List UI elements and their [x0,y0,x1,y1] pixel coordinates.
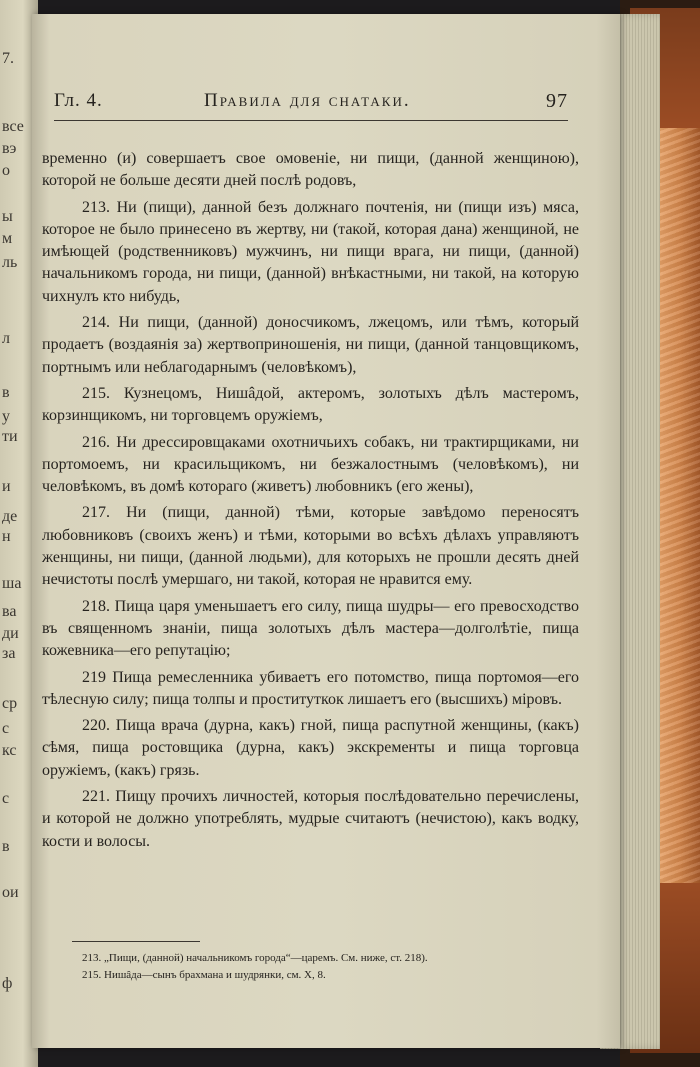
prev-page-fragment: о [2,162,10,179]
verse-216: 216. Ни дрессировщаками охотничьихъ собакъ, ни трактирщиками, ни портомоемъ, ни красильщикомъ, ни безжалостнымъ (человѣкомъ), ни человѣкомъ, въ домѣ котораго (живетъ) любовникъ (его жены), [42,433,579,496]
prev-page-fragment: ф [2,975,13,992]
prev-page-fragment: и [2,478,11,495]
footnote-rule [72,941,200,942]
prev-page-fragment: у [2,408,10,425]
footnote-213: 213. „Пищи, (данной) начальникомъ города“—царемъ. См. ниже, ст. 218). [82,952,428,964]
verse-214: 214. Ни пищи, (данной) доносчикомъ, лжецомъ, или тѣмъ, который продаетъ (воздаянія за) жертвоприношенія, ни пищи, (данной танцовщикомъ, портнымъ или неблагодарнымъ (человѣкомъ), [42,314,579,376]
prev-page-fragment: ти [2,428,18,445]
prev-page-fragment: ша [2,575,22,592]
prev-page-fragment: м [2,230,13,247]
prev-page-fragment: в [2,384,10,401]
prev-page-fragment: ы [2,208,13,225]
prev-page-fragment: н [2,528,11,545]
page-number: 97 [546,90,568,112]
verse-217: 217. Ни (пищи, данной) тѣми, которые завѣдомо переносятъ любовниковъ (своихъ женъ) и тѣми, которыми во всѣхъ дѣлахъ управляютъ женщины, ни пищи, (данной людьми), для которыхъ не прошли десять дней нечистоты послѣ умершаго, ни такой, которая не нравится ему. [42,504,579,589]
footnote-215: 215. Нишâда—сынъ брахмана и шудрянки, см. X, 8. [82,969,326,981]
prev-page-fragment: с [2,790,10,807]
verse-219: 219 Пища ремесленника убиваетъ его потомство, пища портомоя—его тѣлесную силу; пища толпы и проституткок лишаетъ его (высшихъ) міровъ. [42,668,579,708]
prev-page-fragment: ль [2,254,18,271]
prev-page-fragment: вэ [2,140,17,157]
prev-page-fragment: кс [2,742,17,759]
verse-221: 221. Пищу прочихъ личностей, которыя послѣдовательно перечислены, и которой не должно употреблять, мудрые считаютъ (нечистою), какъ водку, кости и волосы. [42,788,579,850]
prev-page-fragment: ои [2,884,19,901]
verse-218: 218. Пища царя уменьшаетъ его силу, пища шудры— его превосходство въ священномъ знаніи, пища золотыхъ дѣлъ мастера—долголѣтіе, пища кожевника—его репутацію; [42,597,579,660]
book-page [32,14,620,1048]
footnotes [82,950,582,984]
page-title: Правила для снатаки. [204,90,411,111]
prev-page-fragment: 7. [2,50,14,67]
running-head [54,90,568,120]
header-rule [54,120,568,121]
prev-page-fragment: с [2,720,10,737]
prev-page-fragment: за [2,645,16,662]
verse-215: 215. Кузнецомъ, Нишâдой, актеромъ, золотыхъ дѣлъ мастеромъ, корзинщикомъ, ни торговцемъ оружіемъ, [42,384,579,425]
prev-page-fragment: л [2,330,10,347]
prev-page-fragment: все [2,118,24,135]
body-text [42,148,579,853]
prev-page-fragment: ср [2,695,18,712]
verse-continuation: временно (и) совершаетъ свое омовеніе, ни пищи, (данной женщиною), которой не больше десяти дней послѣ родовъ, [42,150,579,190]
prev-page-fragment: де [2,508,18,525]
prev-page-fragment: ва [2,603,17,620]
prev-page-fragment: ди [2,625,19,642]
verse-220: 220. Пища врача (дурна, какъ) гной, пища распутной женщины, (какъ) сѣмя, пища ростовщика (дурна, какъ) экскременты и пища торговца оружіемъ, (какъ) грязь. [42,717,579,779]
prev-page-fragment: в [2,838,10,855]
chapter-label: Гл. 4. [54,90,103,111]
verse-213: 213. Ни (пищи), данной безъ должнаго почтенія, ни (пищи изъ) мяса, которое не было принесено въ жертву, ни (такой, которая дана) женщиной, не имѣющей (родственниковъ) мужчинъ, ни пищи врага, ни пищи, (данной) начальникомъ города, ни пищи, (данной) внѣкастными, ни такой, на которую чихнулъ кто нибудь, [42,198,579,305]
